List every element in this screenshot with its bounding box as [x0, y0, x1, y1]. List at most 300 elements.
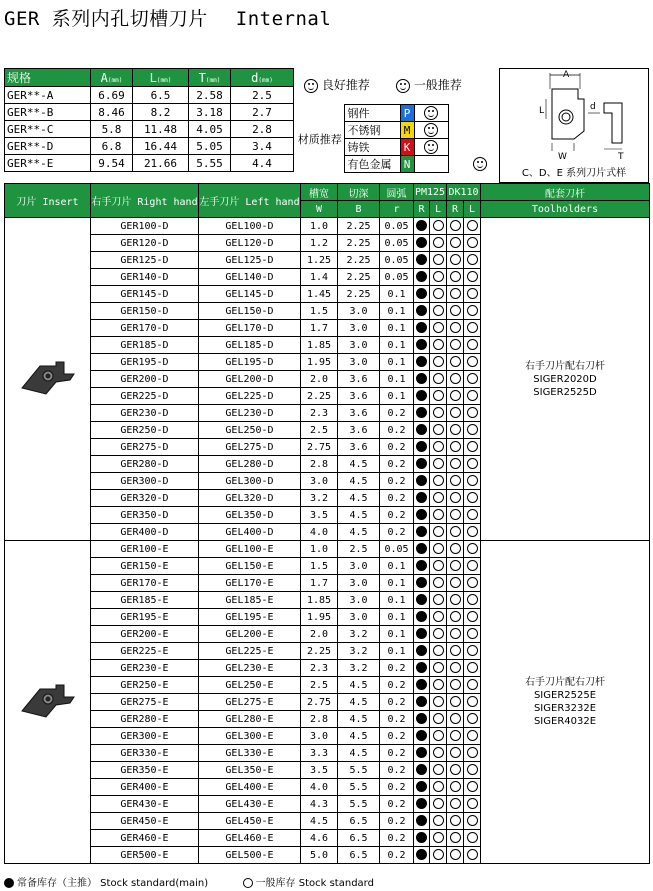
stock-cell — [430, 405, 447, 422]
corner-radius: 0.05 — [380, 235, 414, 252]
subheader-r: r — [380, 201, 414, 218]
empty-circle-icon — [467, 543, 478, 554]
material-rating — [414, 105, 448, 122]
filled-circle-icon — [4, 878, 14, 888]
cut-depth: 6.5 — [338, 830, 380, 847]
title-main: GER 系列内孔切槽刀片 — [4, 8, 208, 30]
toolholder-cell — [481, 218, 650, 541]
stock-cell — [464, 728, 481, 745]
stock-cell — [447, 660, 464, 677]
svg-text:W: W — [558, 152, 567, 162]
empty-circle-icon — [450, 764, 461, 775]
cut-depth: 4.5 — [338, 694, 380, 711]
empty-circle-icon — [433, 815, 444, 826]
stock-cell — [447, 337, 464, 354]
empty-circle-icon — [433, 543, 444, 554]
stock-cell — [447, 626, 464, 643]
right-hand-code: GER350-E — [91, 762, 199, 779]
empty-circle-icon — [467, 441, 478, 452]
stock-cell — [464, 439, 481, 456]
empty-circle-icon — [450, 696, 461, 707]
stock-cell — [447, 303, 464, 320]
stock-cell — [447, 728, 464, 745]
toolholder-line: 右手刀片配右刀杆 — [525, 360, 605, 372]
drawing-caption: C、D、E 系列刀片式样 — [521, 168, 627, 179]
corner-radius: 0.2 — [380, 762, 414, 779]
spec-name: GER**-E — [5, 155, 91, 172]
material-rating — [414, 139, 448, 156]
cut-depth: 2.25 — [338, 286, 380, 303]
stock-cell — [447, 354, 464, 371]
groove-width: 1.45 — [301, 286, 338, 303]
empty-circle-icon — [450, 645, 461, 656]
stock-cell — [464, 235, 481, 252]
cut-depth: 4.5 — [338, 507, 380, 524]
groove-width: 1.4 — [301, 269, 338, 286]
right-hand-code: GER320-D — [91, 490, 199, 507]
smile-icon — [304, 79, 318, 93]
stock-cell — [447, 269, 464, 286]
right-hand-code: GER195-D — [91, 354, 199, 371]
material-table — [296, 104, 500, 173]
groove-width: 4.3 — [301, 796, 338, 813]
filled-circle-icon — [416, 373, 427, 384]
stock-cell — [414, 388, 430, 405]
empty-circle-icon — [450, 271, 461, 282]
stock-cell — [414, 490, 430, 507]
stock-cell — [430, 320, 447, 337]
stock-cell — [430, 643, 447, 660]
stock-cell — [414, 252, 430, 269]
empty-circle-icon — [450, 339, 461, 350]
empty-circle-icon — [433, 458, 444, 469]
groove-width: 2.5 — [301, 422, 338, 439]
right-hand-code: GER125-D — [91, 252, 199, 269]
header-right-hand: 右手刀片 Right hand — [91, 184, 199, 218]
empty-circle-icon — [467, 492, 478, 503]
empty-circle-icon — [450, 577, 461, 588]
stock-cell — [447, 762, 464, 779]
stock-cell — [430, 303, 447, 320]
cut-depth: 4.5 — [338, 473, 380, 490]
filled-circle-icon — [416, 747, 427, 758]
empty-circle-icon — [450, 475, 461, 486]
groove-width: 1.7 — [301, 320, 338, 337]
stock-cell — [414, 286, 430, 303]
spec-table — [4, 68, 294, 172]
subheader-dk-l: L — [464, 201, 481, 218]
header-depth: 切深 — [338, 184, 380, 201]
stock-cell — [464, 252, 481, 269]
subheader-dk-r: R — [447, 201, 464, 218]
stock-cell — [414, 422, 430, 439]
left-hand-code: GEL200-D — [199, 371, 301, 388]
stock-cell — [464, 286, 481, 303]
filled-circle-icon — [416, 254, 427, 265]
empty-circle-icon — [467, 288, 478, 299]
material-spacer — [490, 156, 499, 173]
groove-width: 1.5 — [301, 303, 338, 320]
main-stock-label: 常备库存（主推） Stock standard(main) — [17, 878, 209, 889]
empty-circle-icon — [433, 730, 444, 741]
material-row — [296, 105, 499, 122]
insert-image — [5, 218, 91, 541]
spec-a: 6.69 — [91, 87, 133, 104]
stock-cell — [430, 524, 447, 541]
stock-cell — [414, 711, 430, 728]
filled-circle-icon — [416, 645, 427, 656]
stock-cell — [414, 473, 430, 490]
groove-width: 3.0 — [301, 728, 338, 745]
corner-radius: 0.05 — [380, 541, 414, 558]
stock-cell — [447, 694, 464, 711]
spec-a: 9.54 — [91, 155, 133, 172]
empty-circle-icon — [450, 526, 461, 537]
right-hand-code: GER280-E — [91, 711, 199, 728]
groove-width: 2.0 — [301, 371, 338, 388]
empty-circle-icon — [467, 815, 478, 826]
cut-depth: 5.5 — [338, 762, 380, 779]
stock-cell — [430, 813, 447, 830]
toolholder-line: SIGER2525E — [533, 690, 597, 701]
empty-circle-icon — [467, 764, 478, 775]
filled-circle-icon — [416, 713, 427, 724]
spec-header-name: 规格 — [5, 69, 91, 87]
toolholder-line: 右手刀片配右刀杆 — [525, 677, 605, 688]
spec-l: 6.5 — [133, 87, 189, 104]
stock-cell — [447, 490, 464, 507]
empty-circle-icon — [467, 254, 478, 265]
spec-d: 3.4 — [231, 138, 294, 155]
stock-cell — [447, 252, 464, 269]
corner-radius: 0.2 — [380, 847, 414, 864]
corner-radius: 0.05 — [380, 252, 414, 269]
left-hand-code: GEL350-E — [199, 762, 301, 779]
right-hand-code: GER400-E — [91, 779, 199, 796]
corner-radius: 0.05 — [380, 218, 414, 235]
material-spacer — [469, 105, 490, 122]
right-hand-code: GER185-D — [91, 337, 199, 354]
filled-circle-icon — [416, 560, 427, 571]
filled-circle-icon — [416, 832, 427, 843]
empty-circle-icon — [467, 220, 478, 231]
empty-circle-icon — [433, 696, 444, 707]
empty-circle-icon — [433, 798, 444, 809]
filled-circle-icon — [416, 356, 427, 367]
spec-d: 2.8 — [231, 121, 294, 138]
empty-circle-icon — [450, 662, 461, 673]
left-hand-code: GEL230-E — [199, 660, 301, 677]
material-rating — [414, 156, 448, 173]
left-hand-code: GEL200-E — [199, 626, 301, 643]
right-hand-code: GER145-D — [91, 286, 199, 303]
groove-width: 1.5 — [301, 558, 338, 575]
svg-text:A: A — [563, 70, 570, 80]
stock-cell — [447, 677, 464, 694]
smile-icon — [424, 106, 438, 120]
stock-cell — [414, 541, 430, 558]
stock-cell — [414, 626, 430, 643]
corner-radius: 0.2 — [380, 405, 414, 422]
filled-circle-icon — [416, 679, 427, 690]
stock-cell — [447, 439, 464, 456]
stock-cell — [464, 711, 481, 728]
material-label: 材质推荐 — [296, 105, 344, 173]
groove-width: 1.85 — [301, 592, 338, 609]
insert-image — [5, 541, 91, 864]
right-hand-code: GER225-E — [91, 643, 199, 660]
groove-width: 4.0 — [301, 524, 338, 541]
stock-cell — [464, 473, 481, 490]
empty-circle-icon — [450, 492, 461, 503]
empty-circle-icon — [433, 679, 444, 690]
cut-depth: 3.6 — [338, 371, 380, 388]
groove-width: 2.3 — [301, 660, 338, 677]
svg-text:L: L — [539, 106, 545, 116]
good-recommend-legend: 良好推荐 — [304, 76, 370, 93]
filled-circle-icon — [416, 220, 427, 231]
right-hand-code: GER250-E — [91, 677, 199, 694]
right-hand-code: GER170-D — [91, 320, 199, 337]
stock-cell — [464, 558, 481, 575]
groove-width: 3.0 — [301, 473, 338, 490]
empty-circle-icon — [450, 288, 461, 299]
filled-circle-icon — [416, 407, 427, 418]
left-hand-code: GEL460-E — [199, 830, 301, 847]
stock-cell — [447, 609, 464, 626]
stock-cell — [430, 371, 447, 388]
stock-cell — [430, 847, 447, 864]
filled-circle-icon — [416, 390, 427, 401]
stock-cell — [414, 439, 430, 456]
toolholder-line: SIGER4032E — [533, 716, 597, 727]
stock-cell — [430, 711, 447, 728]
stock-legend — [4, 874, 374, 889]
corner-radius: 0.1 — [380, 337, 414, 354]
right-hand-code: GER250-D — [91, 422, 199, 439]
stock-cell — [447, 711, 464, 728]
filled-circle-icon — [416, 322, 427, 333]
stock-cell — [430, 830, 447, 847]
corner-radius: 0.1 — [380, 354, 414, 371]
stock-cell — [447, 745, 464, 762]
empty-circle-icon — [433, 237, 444, 248]
svg-text:T: T — [618, 152, 624, 162]
cut-depth: 6.5 — [338, 813, 380, 830]
cut-depth: 2.5 — [338, 541, 380, 558]
filled-circle-icon — [416, 696, 427, 707]
empty-circle-icon — [433, 339, 444, 350]
stock-cell — [430, 337, 447, 354]
stock-cell — [447, 524, 464, 541]
stock-cell — [447, 405, 464, 422]
stock-cell — [414, 847, 430, 864]
stock-cell — [464, 405, 481, 422]
empty-circle-icon — [467, 560, 478, 571]
left-hand-code: GEL300-E — [199, 728, 301, 745]
empty-circle-icon — [433, 832, 444, 843]
left-hand-code: GEL350-D — [199, 507, 301, 524]
empty-circle-icon — [450, 322, 461, 333]
stock-cell — [430, 558, 447, 575]
corner-radius: 0.1 — [380, 320, 414, 337]
left-hand-code: GEL185-D — [199, 337, 301, 354]
insert-table — [4, 183, 650, 864]
groove-width: 2.25 — [301, 388, 338, 405]
stock-cell — [414, 660, 430, 677]
empty-circle-icon — [433, 373, 444, 384]
stock-cell — [414, 235, 430, 252]
left-hand-code: GEL430-E — [199, 796, 301, 813]
toolholder-line: SIGER2525D — [533, 386, 597, 398]
corner-radius: 0.2 — [380, 524, 414, 541]
filled-circle-icon — [416, 662, 427, 673]
groove-width: 4.5 — [301, 813, 338, 830]
spec-l: 8.2 — [133, 104, 189, 121]
empty-circle-icon — [467, 339, 478, 350]
cut-depth: 3.6 — [338, 439, 380, 456]
groove-width: 1.95 — [301, 609, 338, 626]
empty-circle-icon — [450, 220, 461, 231]
empty-circle-icon — [467, 594, 478, 605]
corner-radius: 0.2 — [380, 456, 414, 473]
stock-cell — [464, 490, 481, 507]
stock-cell — [464, 796, 481, 813]
spec-header-row — [5, 69, 294, 87]
page-title — [4, 4, 331, 31]
stock-cell — [430, 728, 447, 745]
material-code: N — [400, 156, 414, 173]
groove-width: 3.2 — [301, 490, 338, 507]
spec-name: GER**-D — [5, 138, 91, 155]
table-row — [5, 541, 650, 558]
empty-circle-icon — [467, 611, 478, 622]
header-holder: 配套刀杆 — [481, 184, 650, 201]
spec-a: 5.8 — [91, 121, 133, 138]
cut-depth: 3.0 — [338, 609, 380, 626]
spec-header-l: L(mm) — [133, 69, 189, 87]
corner-radius: 0.2 — [380, 779, 414, 796]
right-hand-code: GER230-E — [91, 660, 199, 677]
stock-cell — [430, 779, 447, 796]
stock-cell — [430, 626, 447, 643]
toolholder-line: SIGER2020D — [533, 373, 597, 385]
stock-cell — [447, 218, 464, 235]
corner-radius: 0.1 — [380, 592, 414, 609]
cut-depth: 3.6 — [338, 388, 380, 405]
empty-circle-icon — [467, 407, 478, 418]
stock-cell — [464, 626, 481, 643]
stock-cell — [430, 490, 447, 507]
material-spacer — [469, 139, 490, 156]
stock-cell — [414, 558, 430, 575]
empty-circle-icon — [467, 849, 478, 860]
material-name: 钢件 — [344, 105, 400, 122]
corner-radius: 0.2 — [380, 422, 414, 439]
material-name: 不锈钢 — [344, 122, 400, 139]
stock-cell — [414, 745, 430, 762]
stock-cell — [464, 762, 481, 779]
empty-circle-icon — [433, 390, 444, 401]
stock-cell — [430, 609, 447, 626]
empty-circle-icon — [433, 509, 444, 520]
empty-circle-icon — [467, 526, 478, 537]
stock-cell — [414, 218, 430, 235]
left-hand-code: GEL450-E — [199, 813, 301, 830]
left-hand-code: GEL275-E — [199, 694, 301, 711]
right-hand-code: GER350-D — [91, 507, 199, 524]
stock-cell — [464, 337, 481, 354]
empty-circle-icon — [450, 815, 461, 826]
filled-circle-icon — [416, 424, 427, 435]
empty-circle-icon — [433, 424, 444, 435]
empty-circle-icon — [433, 662, 444, 673]
stock-cell — [414, 371, 430, 388]
insert-icon — [18, 390, 78, 401]
right-hand-code: GER150-E — [91, 558, 199, 575]
right-hand-code: GER225-D — [91, 388, 199, 405]
stock-cell — [464, 694, 481, 711]
empty-circle-icon — [450, 679, 461, 690]
spec-header-d: d(mm) — [231, 69, 294, 87]
empty-circle-icon — [450, 356, 461, 367]
filled-circle-icon — [416, 458, 427, 469]
filled-circle-icon — [416, 492, 427, 503]
stock-cell — [464, 269, 481, 286]
empty-circle-icon — [467, 390, 478, 401]
left-hand-code: GEL100-D — [199, 218, 301, 235]
stock-cell — [464, 592, 481, 609]
left-hand-code: GEL275-D — [199, 439, 301, 456]
spec-header-a: A(mm) — [91, 69, 133, 87]
table-header-row — [5, 184, 650, 201]
spec-row — [5, 87, 294, 104]
left-hand-code: GEL170-D — [199, 320, 301, 337]
empty-circle-icon — [450, 747, 461, 758]
right-hand-code: GER140-D — [91, 269, 199, 286]
material-name: 铸铁 — [344, 139, 400, 156]
cut-depth: 4.5 — [338, 677, 380, 694]
spec-name: GER**-A — [5, 87, 91, 104]
empty-circle-icon — [433, 713, 444, 724]
empty-circle-icon — [467, 509, 478, 520]
filled-circle-icon — [416, 475, 427, 486]
stock-cell — [430, 796, 447, 813]
cut-depth: 3.6 — [338, 422, 380, 439]
stock-cell — [464, 779, 481, 796]
filled-circle-icon — [416, 781, 427, 792]
empty-circle-icon — [433, 849, 444, 860]
stock-cell — [464, 575, 481, 592]
corner-radius: 0.2 — [380, 796, 414, 813]
stock-cell — [447, 456, 464, 473]
stock-cell — [447, 830, 464, 847]
cut-depth: 5.5 — [338, 796, 380, 813]
empty-circle-icon — [450, 594, 461, 605]
empty-circle-icon — [433, 407, 444, 418]
stock-cell — [430, 235, 447, 252]
cut-depth: 2.25 — [338, 235, 380, 252]
stock-cell — [414, 677, 430, 694]
filled-circle-icon — [416, 543, 427, 554]
corner-radius: 0.2 — [380, 711, 414, 728]
right-hand-code: GER200-E — [91, 626, 199, 643]
left-hand-code: GEL195-E — [199, 609, 301, 626]
left-hand-code: GEL225-E — [199, 643, 301, 660]
empty-circle-icon — [433, 594, 444, 605]
stock-cell — [464, 218, 481, 235]
left-hand-code: GEL140-D — [199, 269, 301, 286]
